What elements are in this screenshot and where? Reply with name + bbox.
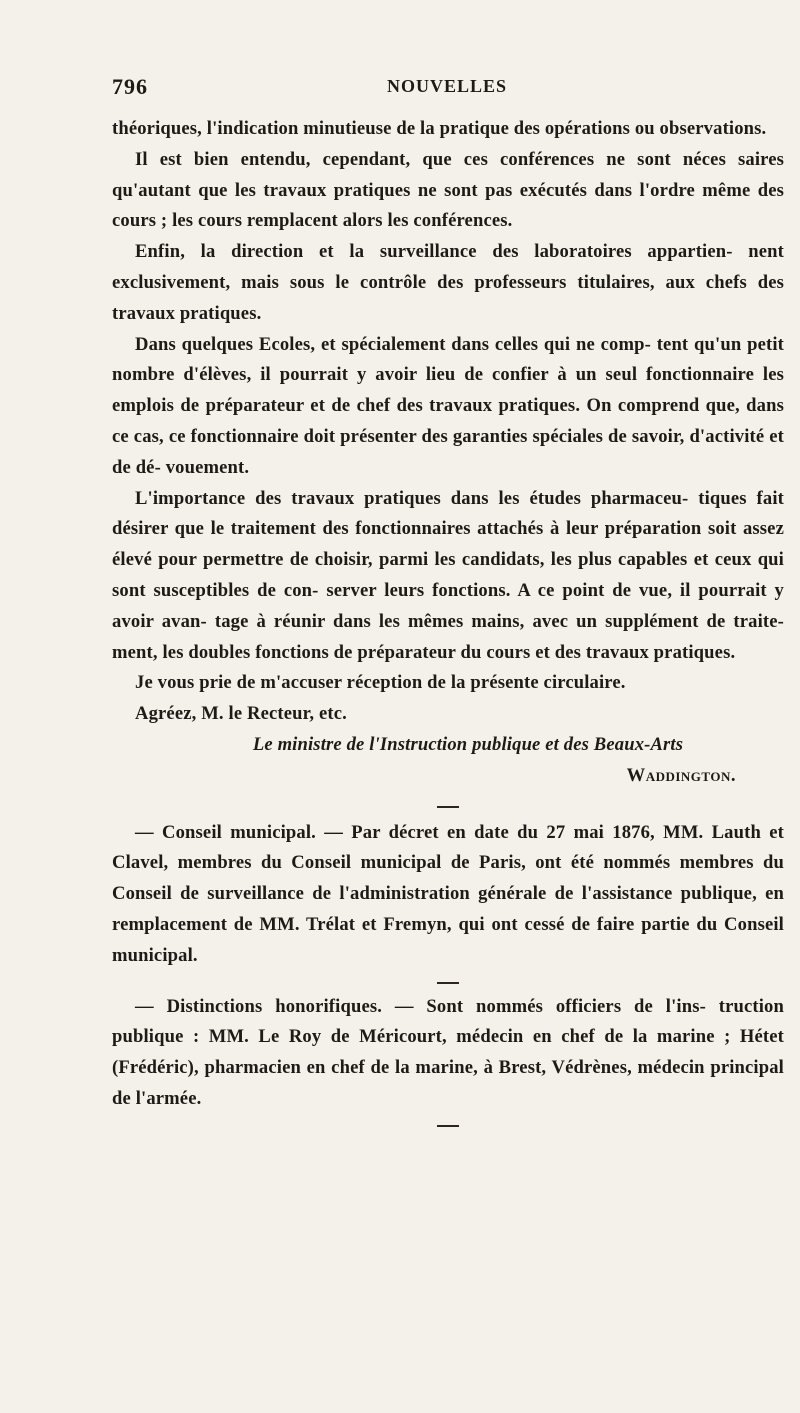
signature-line: Le ministre de l'Instruction publique et des Beaux-Arts <box>252 733 684 755</box>
section-divider <box>437 982 459 984</box>
paragraph-7: Agréez, M. le Recteur, etc. <box>135 703 347 725</box>
running-title: NOUVELLES <box>386 76 508 96</box>
paragraph-conseil-municipal: — Conseil municipal. — Par décret en date du 27 mai 1876, MM. Lauth et Clavel, membres du Conseil municipal de Paris, ont été nommés membres du Conseil de surveillance de l'administration générale de l'assistance publique, en remplacement de MM. Trélat et Fremyn, qui ont cessé de faire partie du Conseil municipal. <box>112 821 784 966</box>
paragraph-2: Il est bien entendu, cependant, que ces conférences ne sont néces saires qu'autant que les travaux pratiques ne sont pas exécutés dans l'ordre même des cours ; les cours remplacent alors les conférences. <box>112 148 784 232</box>
paragraph-distinctions: — Distinctions honorifiques. — Sont nommés officiers de l'ins- truction publique : MM. Le Roy de Méricourt, médecin en chef de la marine ; Hétet (Frédéric), pharmacien en chef de la marine, à Brest, Védrènes, médecin principal de l'armée. <box>112 995 784 1109</box>
paragraph-5: L'importance des travaux pratiques dans les études pharmaceu- tiques fait désirer que le traitement des fonctionnaires attachés à leur préparation soit assez élevé pour permettre de choisir, parmi les candidats, les plus capables et ceux qui sont susceptibles de con- server leurs fonctions. A ce point de vue, il pourrait y avoir avan- tage à réunir dans les mêmes mains, avec un supplément de traite- ment, les doubles fonctions de préparateur du cours et des travaux pratiques. <box>112 487 784 663</box>
paragraph-3: Enfin, la direction et la surveillance des laboratoires appartien- nent exclusivement, mais sous le contrôle des professeurs titulaires, aux chefs des travaux pratiques. <box>112 241 784 324</box>
paragraph-6: Je vous prie de m'accuser réception de la présente circulaire. <box>135 672 626 694</box>
section-divider <box>437 1125 459 1127</box>
page-header <box>112 74 782 108</box>
section-divider <box>437 806 459 808</box>
paragraph-4: Dans quelques Ecoles, et spécialement dans celles qui ne comp- tent qu'un petit nombre d'élèves, il pourrait y avoir lieu de confier à un seul fonctionnaire les emplois de préparateur et de chef des travaux pratiques. On comprend que, dans ce cas, ce fonctionnaire doit présenter des garanties spéciales de savoir, d'activité et de dé- vouement. <box>112 333 784 478</box>
page-number: 796 <box>112 74 148 99</box>
paragraph-1: théoriques, l'indication minutieuse de la pratique des opérations ou observations. <box>112 118 767 139</box>
body-text <box>112 114 784 1135</box>
signer-name: Waddington. <box>626 764 736 786</box>
